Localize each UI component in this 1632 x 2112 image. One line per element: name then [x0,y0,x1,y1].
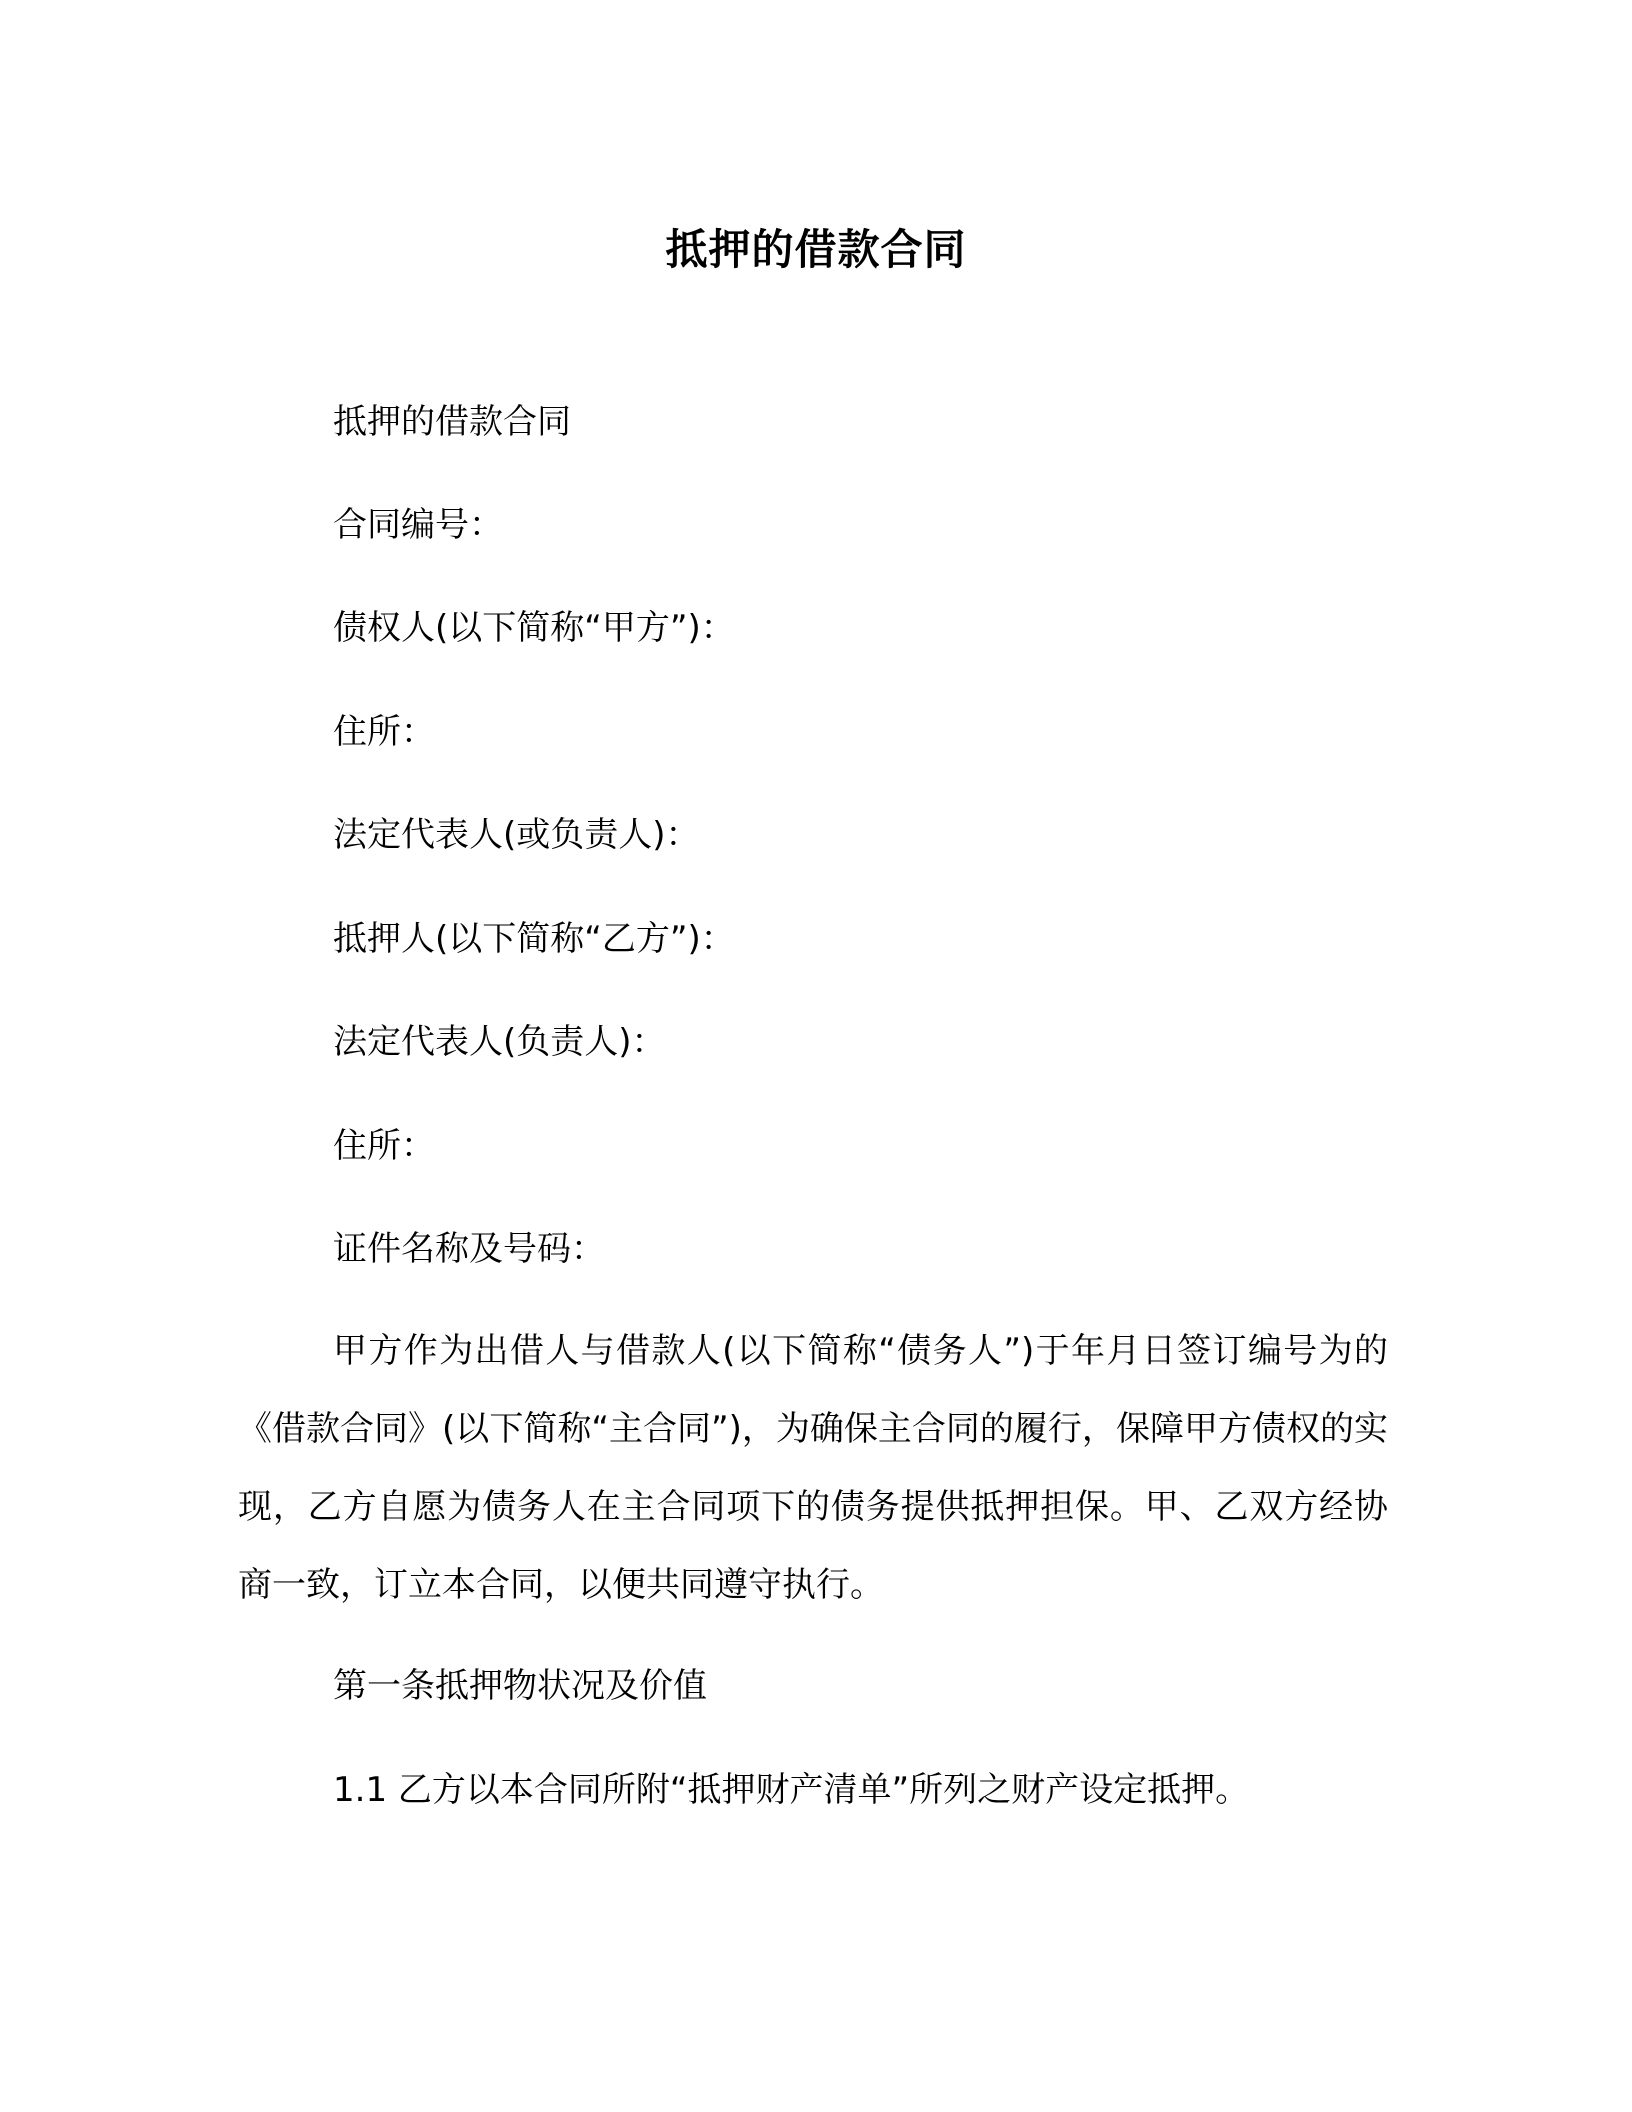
creditor-representative-line: 法定代表人(或负责人)： [333,815,700,855]
mortgagor-address-line: 住所： [333,1126,435,1166]
mortgagor-representative-line: 法定代表人(负责人)： [333,1022,666,1062]
preamble-paragraph: 甲方作为出借人与借款人(以下简称“债务人”)于年月日签订编号为的《借款合同》(以下简称“主合同”)，为确保主合同的履行，保障甲方债权的实现，乙方自愿为债务人在主合同项下的债务提供抵押担保。甲、乙双方经协商一致，订立本合同，以便共同遵守执行。 [238,1331,1388,1605]
mortgagor-line: 抵押人(以下简称“乙方”)： [333,919,735,959]
creditor-address-line: 住所： [333,712,435,752]
clause-1-1: 1.1 乙方以本合同所附“抵押财产清单”所列之财产设定抵押。 [333,1770,1250,1810]
article-1-heading: 第一条抵押物状况及价值 [333,1666,707,1706]
id-document-line: 证件名称及号码： [333,1229,605,1269]
contract-number-line: 合同编号： [333,505,503,545]
document-title: 抵押的借款合同 [665,225,967,274]
contract-name-line: 抵押的借款合同 [333,402,571,442]
creditor-line: 债权人(以下简称“甲方”)： [333,608,735,648]
